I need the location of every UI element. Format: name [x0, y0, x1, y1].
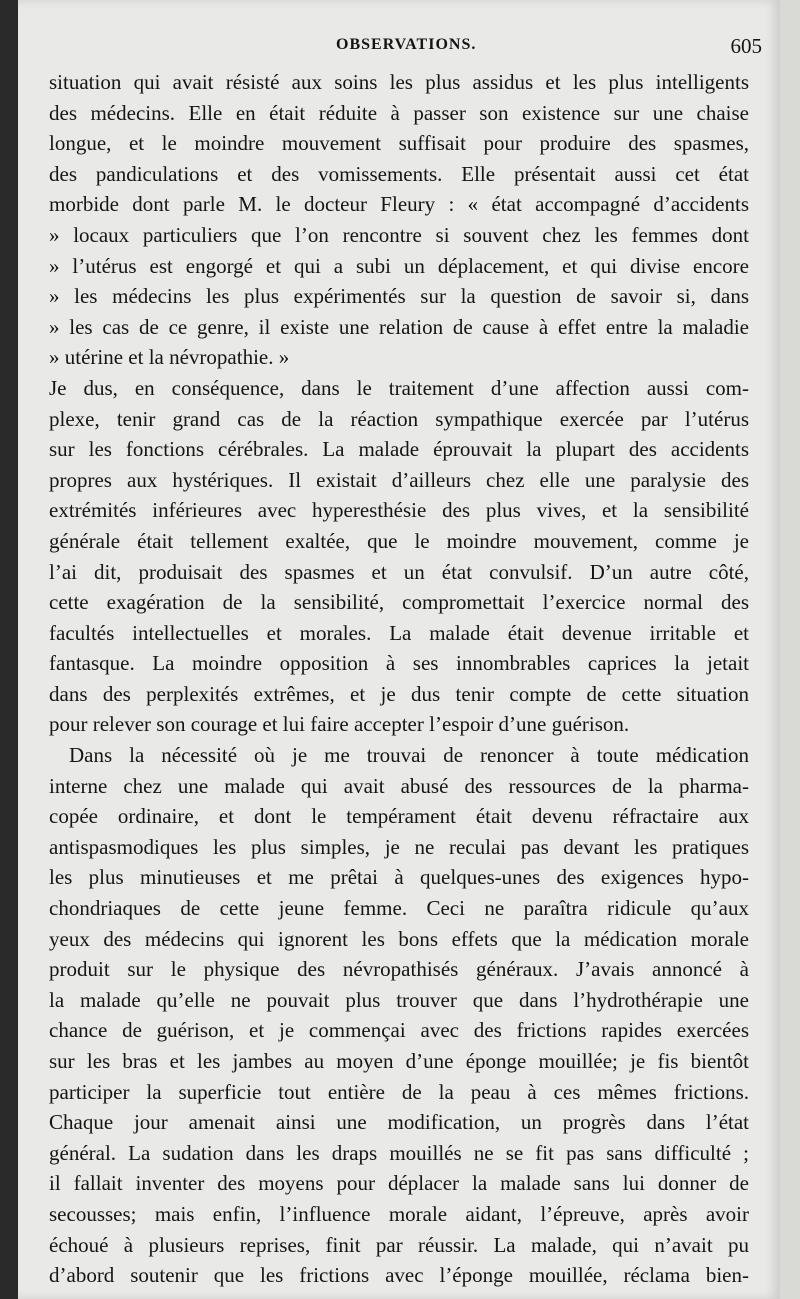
text-line: la malade qu’elle ne pouvait plus trouver que dans l’hydrothérapie une [49, 987, 749, 1012]
text-line: secousses; mais enfin, l’influence morale aidant, l’épreuve, après avoir [49, 1201, 749, 1226]
text-line: pour relever son courage et lui faire accepter l’espoir d’une guérison. [49, 712, 630, 737]
running-title: OBSERVATIONS. [336, 36, 477, 53]
text-line: » les cas de ce genre, il existe une relation de cause à effet entre la maladie [49, 314, 749, 339]
text-line: situation qui avait résisté aux soins les plus assidus et les plus intelligents [49, 70, 749, 94]
text-line: propres aux hystériques. Il existait d’ailleurs chez elle une paralysie des [49, 467, 749, 492]
text-line: copée ordinaire, et dont le tempérament était devenu réfractaire aux [49, 804, 749, 829]
text-line: participer la superficie tout entière de la peau à ces mêmes frictions. [49, 1079, 749, 1104]
page-edge [780, 0, 800, 1299]
text-line: d’abord soutenir que les frictions avec l’éponge mouillée, réclama bien- [49, 1263, 749, 1288]
text-line: générale était tellement exaltée, que le moindre mouvement, comme je [49, 528, 749, 553]
book-page [18, 0, 780, 1299]
text-line: sur les fonctions cérébrales. La malade éprouvait la plupart des accidents [49, 437, 749, 462]
text-line: l’ai dit, produisait des spasmes et un état convulsif. D’un autre côté, [49, 559, 749, 584]
text-line: facultés intellectuelles et morales. La malade était devenue irritable et [49, 620, 749, 645]
text-line: échoué à plusieurs reprises, finit par réussir. La malade, qui n’avait pu [49, 1232, 749, 1257]
text-line: produit sur le physique des névropathisés généraux. J’avais annoncé à [49, 957, 749, 982]
text-line: dans des perplexités extrêmes, et je dus tenir compte de cette situation [49, 681, 749, 706]
text-line: » locaux particuliers que l’on rencontre si souvent chez les femmes dont [49, 222, 749, 247]
text-line: Je dus, en conséquence, dans le traitement d’une affection aussi com- [49, 375, 749, 400]
text-line: cette exagération de la sensibilité, compromettait l’exercice normal des [49, 590, 749, 615]
text-line: fantasque. La moindre opposition à ses innombrables caprices la jetait [49, 651, 749, 676]
text-line: extrémités inférieures avec hyperesthésie des plus vives, et la sensibilité [49, 498, 749, 523]
text-line: antispasmodiques les plus simples, je ne reculai pas devant les pratiques [49, 834, 749, 859]
text-line: chance de guérison, et je commençai avec des frictions rapides exercées [49, 1018, 749, 1043]
body-text [49, 67, 749, 1291]
page-number: 605 [730, 34, 762, 58]
text-line: les plus minutieuses et me prêtai à quelques-unes des exigences hypo- [49, 865, 749, 890]
text-line: chondriaques de cette jeune femme. Ceci ne paraîtra ridicule qu’aux [49, 896, 749, 921]
text-line: des pandiculations et des vomissements. Elle présentait aussi cet état [49, 161, 749, 186]
text-line: » utérine et la névropathie. » [49, 345, 290, 370]
text-line: il fallait inventer des moyens pour déplacer la malade sans lui donner de [49, 1171, 749, 1196]
text-line: yeux des médecins qui ignorent les bons effets que la médication morale [49, 926, 749, 951]
text-line: Chaque jour amenait ainsi une modification, un progrès dans l’état [49, 1110, 749, 1135]
text-line: morbide dont parle M. le docteur Fleury : « état accompagné d’accidents [49, 192, 749, 217]
text-line: Dans la nécessité où je me trouvai de renoncer à toute médication [69, 743, 749, 768]
text-line: plexe, tenir grand cas de la réaction sympathique exercée par l’utérus [49, 406, 749, 431]
text-line: » l’utérus est engorgé et qui a subi un déplacement, et qui divise encore [49, 253, 749, 278]
text-line: longue, et le moindre mouvement suffisait pour produire des spasmes, [49, 131, 749, 156]
text-line: général. La sudation dans les draps mouillés ne se fit pas sans difficulté ; [49, 1140, 749, 1165]
text-line: » les médecins les plus expérimentés sur la question de savoir si, dans [49, 284, 749, 309]
page-header [18, 36, 780, 58]
text-line: des médecins. Elle en était réduite à passer son existence sur une chaise [49, 100, 749, 125]
text-line: sur les bras et les jambes au moyen d’une éponge mouillée; je fis bientôt [49, 1049, 749, 1073]
text-line: interne chez une malade qui avait abusé des ressources de la pharma- [49, 773, 749, 798]
